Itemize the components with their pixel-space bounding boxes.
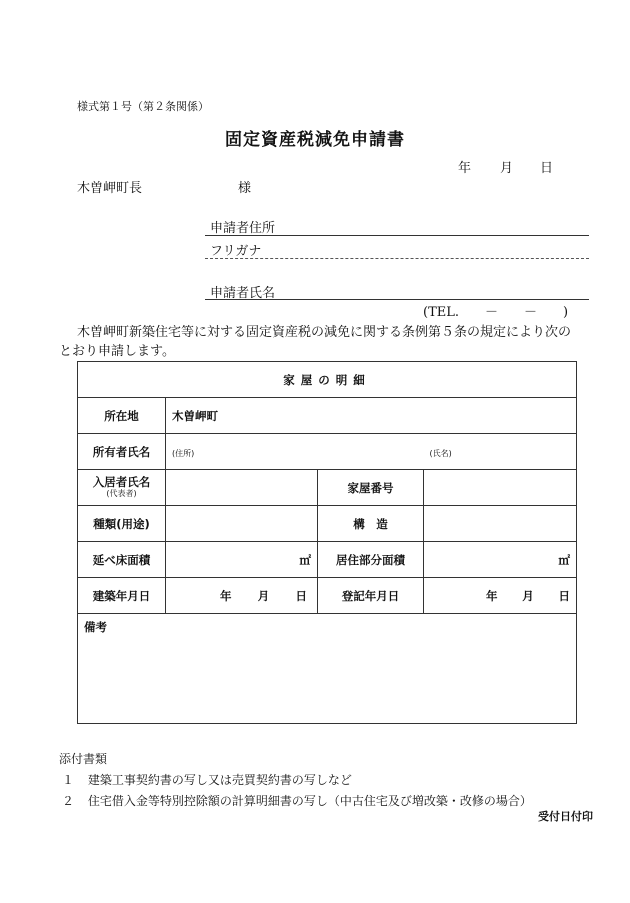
location-value: 木曽岬町 — [166, 398, 577, 434]
body-text-line2: とおり申請します。 — [59, 344, 175, 359]
registered-date-day: 日 — [558, 588, 570, 603]
structure-value — [424, 506, 577, 542]
owner-name-cell — [424, 434, 577, 470]
floor-area-unit: ㎡ — [166, 542, 318, 578]
tel-field: (TEL. － － ) — [423, 305, 569, 320]
resident-sub: (代表者) — [106, 488, 137, 498]
residential-area-label: 居住部分面積 — [318, 542, 424, 578]
registered-date-year: 年 — [486, 588, 498, 603]
type-value — [166, 506, 318, 542]
table-header: 家屋の明細 — [78, 362, 577, 398]
owner-address-cell — [166, 434, 424, 470]
built-date-value — [166, 578, 318, 614]
built-date-year: 年 — [220, 588, 232, 603]
owner-name-tag: (氏名) — [429, 448, 452, 458]
address-underline — [205, 235, 589, 236]
remarks-cell — [78, 614, 577, 724]
owner-label: 所有者氏名 — [78, 434, 166, 470]
form-number: 様式第１号（第２条関係） — [77, 100, 209, 113]
registered-date-value — [424, 578, 577, 614]
applicant-address-label: 申請者住所 — [210, 221, 276, 236]
stamp-label: 受付日付印 — [538, 810, 593, 823]
built-date-month: 月 — [257, 588, 270, 603]
resident-label-cell — [78, 470, 166, 506]
furigana-label: フリガナ — [210, 244, 262, 259]
attachment-item-2 — [62, 792, 532, 809]
attachment-text-2: 住宅借入金等特別控除額の計算明細書の写し（中古住宅及び増改築・改修の場合） — [87, 794, 532, 808]
type-label: 種類(用途) — [78, 506, 166, 542]
name-underline — [205, 299, 589, 300]
floor-area-label: 延べ床面積 — [78, 542, 166, 578]
location-label: 所在地 — [78, 398, 166, 434]
built-date-label: 建築年月日 — [78, 578, 166, 614]
structure-label: 構 造 — [318, 506, 424, 542]
registered-date-month: 月 — [522, 588, 534, 603]
attachment-text-1: 建築工事契約書の写し又は売買契約書の写しなど — [87, 773, 352, 787]
built-date-day: 日 — [295, 588, 307, 603]
owner-address-tag: (住所) — [172, 448, 195, 458]
attachment-num-1: １ — [62, 773, 75, 787]
date-month: 月 — [500, 161, 514, 176]
attachment-item-1 — [62, 771, 352, 788]
registered-date-label: 登記年月日 — [318, 578, 424, 614]
attachments-heading: 添付書類 — [59, 752, 108, 766]
date-year: 年 — [458, 161, 472, 176]
residential-area-unit: ㎡ — [424, 542, 577, 578]
house-number-label: 家屋番号 — [318, 470, 424, 506]
house-details-table — [77, 361, 577, 724]
resident-label: 入居者氏名 — [92, 474, 151, 489]
remarks-label: 備考 — [84, 620, 107, 634]
addressee-suffix: 様 — [238, 181, 252, 196]
furigana-dotted-line — [205, 258, 589, 259]
page-title: 固定資産税減免申請書 — [225, 130, 405, 150]
resident-value — [166, 470, 318, 506]
date-day: 日 — [540, 161, 554, 176]
house-number-value — [424, 470, 577, 506]
attachment-num-2: ２ — [62, 794, 75, 808]
applicant-name-label: 申請者氏名 — [210, 286, 276, 301]
addressee-name: 木曽岬町長 — [77, 181, 143, 196]
body-text-line1: 木曽岬町新築住宅等に対する固定資産税の減免に関する条例第５条の規定により次の — [77, 325, 572, 340]
